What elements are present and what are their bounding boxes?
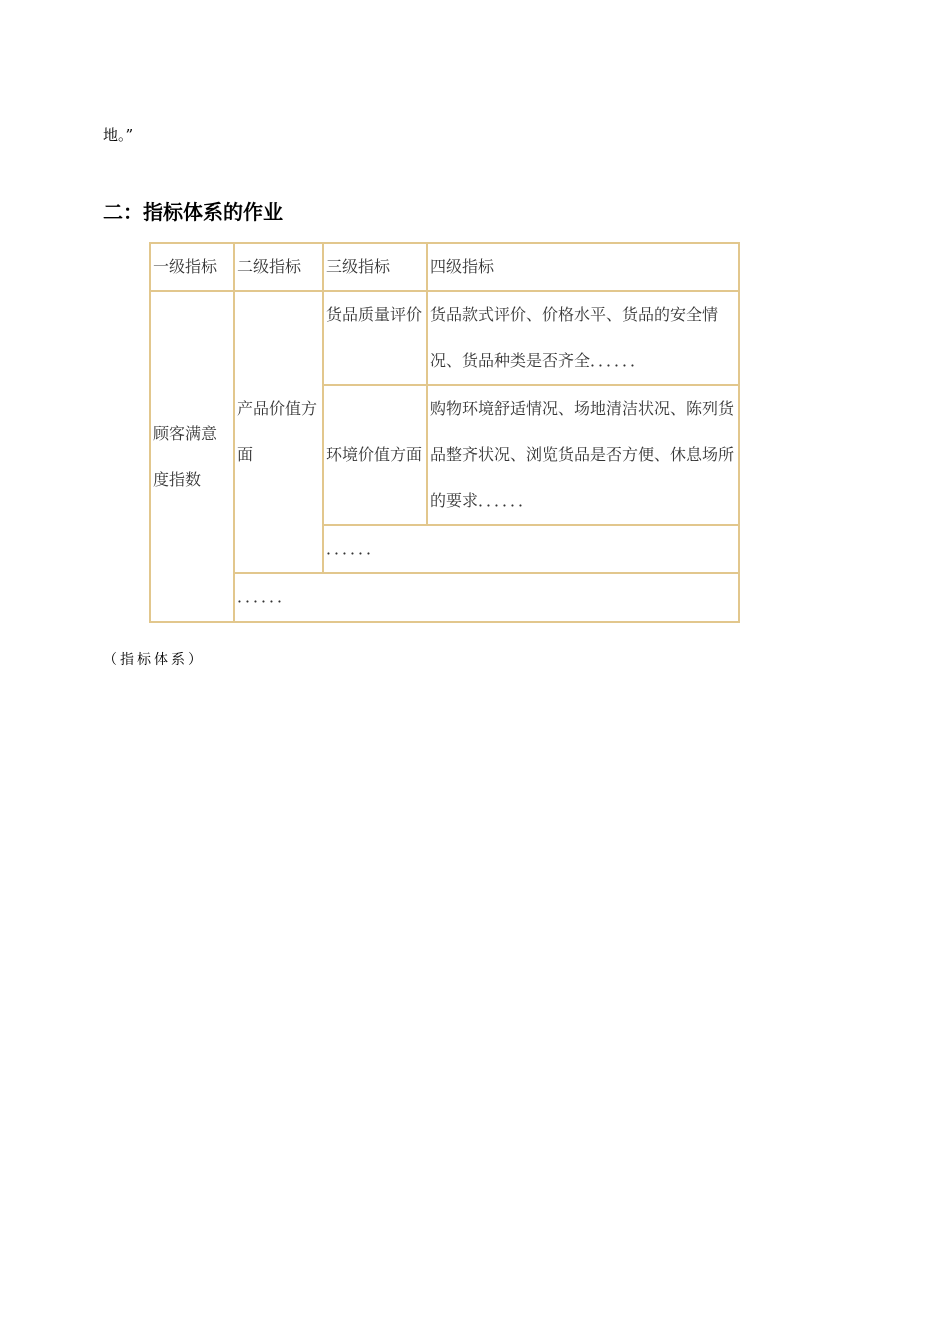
intro-text: 地。”	[103, 126, 134, 144]
header-level2: 二级指标	[234, 243, 323, 291]
header-level3: 三级指标	[323, 243, 427, 291]
cell-level2: 产品价值方面	[234, 291, 323, 573]
cell-level1: 顾客满意度指数	[150, 291, 234, 622]
cell-level4-quality: 货品款式评价、价格水平、货品的安全情况、货品种类是否齐全．．．．．．	[427, 291, 739, 385]
table-caption: （指标体系）	[103, 652, 205, 668]
table-row	[150, 573, 739, 622]
table-header-row	[150, 243, 739, 291]
header-level4: 四级指标	[427, 243, 739, 291]
cell-level3-quality: 货品质量评价	[323, 291, 427, 385]
cell-level3-environment: 环境价值方面	[323, 385, 427, 525]
cell-level2-more: ．．．．．．	[234, 573, 739, 622]
header-level1: 一级指标	[150, 243, 234, 291]
table-row	[150, 291, 739, 385]
cell-level3-more: ．．．．．．	[323, 525, 739, 573]
index-system-table	[149, 242, 740, 623]
index-table-container	[149, 242, 738, 620]
section-heading: 二：指标体系的作业	[103, 200, 283, 224]
cell-level4-environment: 购物环境舒适情况、场地清洁状况、陈列货品整齐状况、浏览货品是否方便、休息场所的要求．．．．．．	[427, 385, 739, 525]
